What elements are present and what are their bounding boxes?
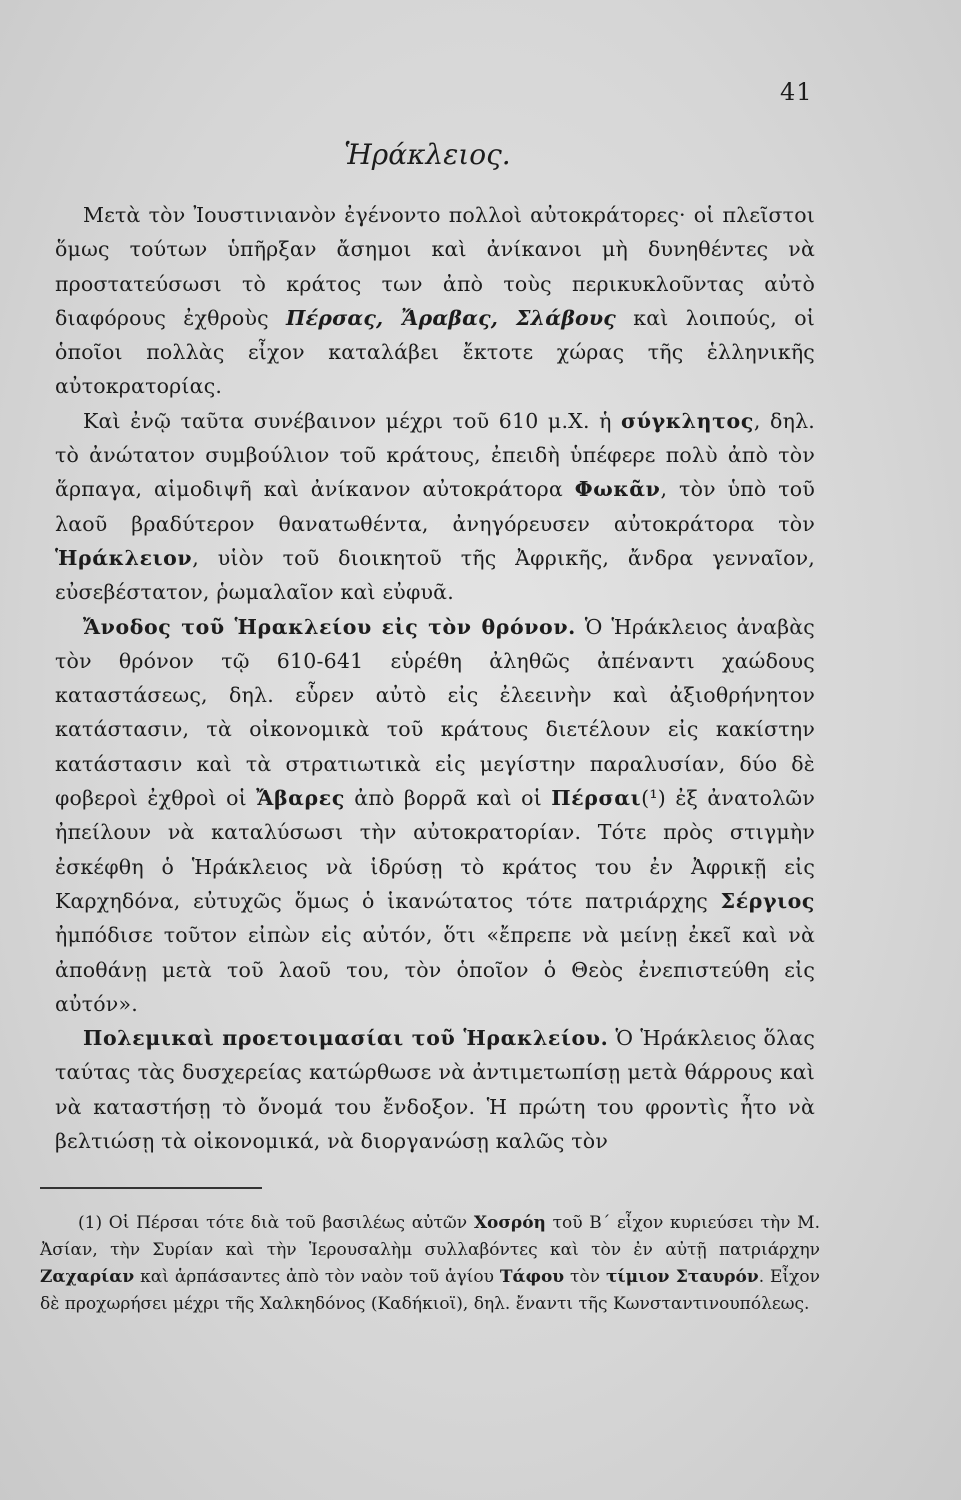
footnote — [40, 1210, 820, 1318]
text-run: (1) Οἱ Πέρσαι τότε διὰ τοῦ βασιλέως αὐτῶν — [78, 1213, 474, 1233]
text-run: (¹) ἐξ ἀνατολῶν ἠπείλουν νὰ καταλύσωσι τὴν αὐτοκρατορίαν. Τότε πρὸς στιγμὴν ἐσκέφθη ὁ Ἡράκλειος νὰ ἱδρύσῃ τὸ κράτος του ἐν Ἀφρικῇ εἰς Καρχηδόνα, εὐτυχῶς ὅμως ὁ ἱκανώτατος τότε πατριάρχης — [55, 786, 815, 913]
text-run: ἀπὸ βορρᾶ καὶ οἱ — [344, 786, 552, 811]
footnotes — [40, 1210, 820, 1318]
page-number: 41 — [780, 78, 813, 106]
emphasized-term: Πέρσαι — [551, 786, 642, 811]
paragraph — [55, 198, 815, 404]
emphasized-term: Ζαχαρίαν — [40, 1267, 135, 1287]
text-run: Ὁ Ἡράκλειος ἀναβὰς τὸν θρόνον τῷ 610-641 εὑρέθη ἀληθῶς ἀπέναντι χαώδους καταστάσεως, δηλ. εὗρεν αὐτὸ εἰς ἐλεεινὴν καὶ ἀξιοθρήνητον κατάστασιν, τὰ οἰκονομικὰ τοῦ κράτους διετέλουν εἰς κακίστην κατάστασιν καὶ τὰ στρατιωτικὰ εἰς μεγίστην παραλυσίαν, δύο δὲ φοβεροὶ ἐχθροὶ οἱ — [55, 614, 815, 811]
text-run: τοῦ Β΄ εἶχον κυριεύσει τὴν Μ. Ἀσίαν, τὴν Συρίαν καὶ τὴν Ἱερουσαλὴμ συλλαβόντες καὶ τὸν ἐν αὐτῇ πατριάρχην — [40, 1213, 820, 1260]
emphasized-term: Φωκᾶν — [574, 477, 661, 502]
text-run: , δηλ. τὸ ἀνώτατον συμβούλιον τοῦ κράτους, ἐπειδὴ ὑπέφερε πολὺ ἀπὸ τὸν ἅρπαγα, αἱμοδιψῆ καὶ ἀνίκανον αὐτοκράτορα — [55, 408, 815, 502]
emphasized-term: Πολεμικαὶ προετοιμασίαι τοῦ Ἡρακλείου. — [83, 1026, 609, 1051]
paragraph — [55, 610, 815, 1022]
text-run: , τὸν ὑπὸ τοῦ λαοῦ βραδύτερον θανατωθέντα, ἀνηγόρευσεν αὐτοκράτορα τὸν — [55, 477, 816, 536]
paragraph — [55, 1021, 815, 1158]
emphasized-term: Ἡράκλειον — [55, 545, 193, 570]
emphasized-term: σύγκλητος — [621, 408, 754, 433]
emphasized-term: Ἄνοδος τοῦ Ἡρακλείου εἰς τὸν θρόνον. — [83, 614, 576, 639]
footnote-divider — [40, 1187, 262, 1189]
text-run: καὶ λοιπούς, οἱ ὁποῖοι πολλὰς εἶχον καταλάβει ἔκτοτε χώρας τῆς ἑλληνικῆς αὐτοκρατορίας. — [55, 305, 815, 399]
body-text — [55, 198, 815, 1158]
chapter-heading: Ἡράκλειος. — [344, 138, 511, 171]
emphasized-term: Χοσρόη — [473, 1213, 546, 1233]
text-run: τὸν — [564, 1267, 606, 1287]
text-run: . Εἶχον δὲ προχωρήσει μέχρι τῆς Χαλκηδόνος (Καδήκιοϊ), δηλ. ἔναντι τῆς Κωνσταντινουπόλεως. — [40, 1267, 820, 1314]
text-run: , υἱὸν τοῦ διοικητοῦ τῆς Ἀφρικῆς, ἄνδρα γενναῖον, εὐσεβέστατον, ῥωμαλαῖον καὶ εὐφυᾶ. — [55, 545, 815, 605]
emphasized-term: Ἄβαρες — [256, 786, 345, 811]
emphasized-term: Τάφου — [499, 1267, 565, 1287]
text-run: Μετὰ τὸν Ἰουστινιανὸν ἐγένοντο πολλοὶ αὐτοκράτορες· οἱ πλεῖστοι ὅμως τούτων ὑπῆρξαν ἄσημοι καὶ ἀνίκανοι μὴ δυνηθέντες νὰ προστατεύσωσι τὸ κράτος των ἀπὸ τοὺς περικυκλοῦντας αὐτὸ διαφόρους ἐχθροὺς — [55, 203, 815, 330]
text-run: Καὶ ἐνῷ ταῦτα συνέβαινον μέχρι τοῦ 610 μ.Χ. ἡ — [83, 408, 622, 433]
emphasized-term: Πέρσας, Ἄραβας, Σλάβους — [286, 305, 616, 330]
text-run: Ὁ Ἡράκλειος ὅλας ταύτας τὰς δυσχερείας κατώρθωσε νὰ ἀντιμετωπίσῃ μετὰ θάρρους καὶ νὰ καταστήσῃ τὸ ὄνομά του ἔνδοξον. Ἡ πρώτη του φροντὶς ἦτο νὰ βελτιώσῃ τὰ οἰκονομικά, νὰ διοργανώσῃ καλῶς τὸν — [55, 1026, 816, 1154]
emphasized-term: Σέργιος — [720, 888, 815, 913]
text-run: καὶ ἁρπάσαντες ἀπὸ τὸν ναὸν τοῦ ἁγίου — [134, 1267, 500, 1287]
emphasized-term: τίμιον Σταυρόν — [605, 1267, 759, 1287]
text-run: ἠμπόδισε τοῦτον εἰπὼν εἰς αὐτόν, ὅτι «ἔπρεπε νὰ μείνῃ ἐκεῖ καὶ νὰ ἀποθάνῃ μετὰ τοῦ λαοῦ του, τὸν ὁποῖον ὁ Θεὸς ἐνεπιστεύθη εἰς αὐτόν». — [55, 923, 815, 1016]
paragraph — [55, 404, 815, 610]
